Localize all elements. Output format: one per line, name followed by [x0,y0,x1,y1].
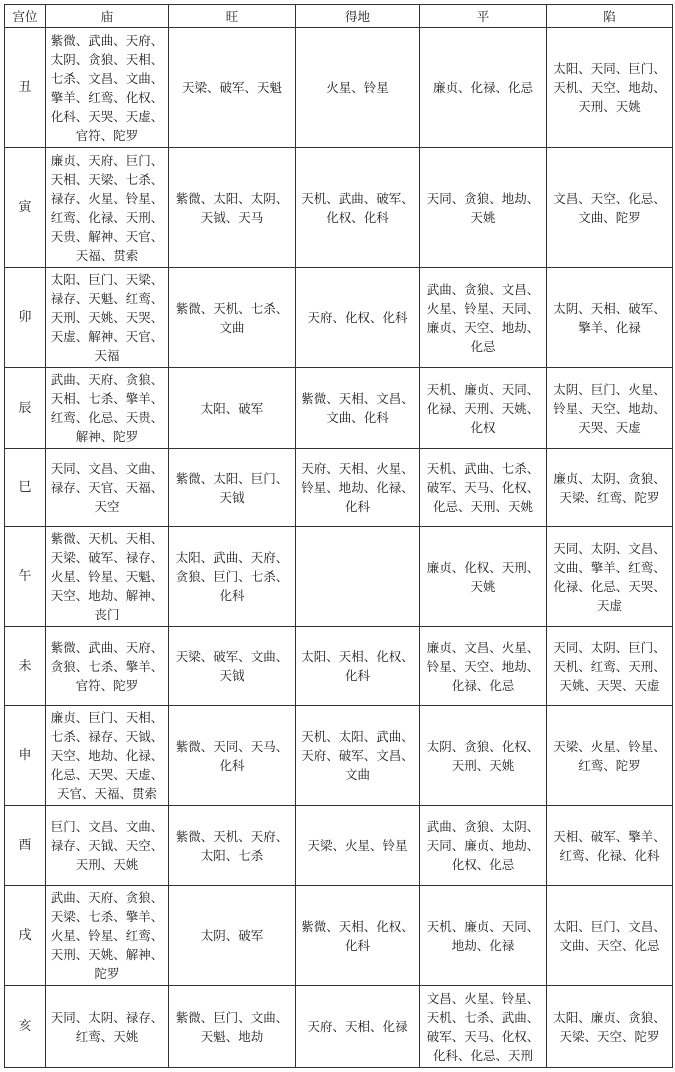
ping-cell: 廉贞、化权、天刑、天姚 [420,527,547,627]
ping-cell: 天机、廉贞、天同、地劫、化禄 [420,886,547,986]
miao-cell: 廉贞、天府、巨门、天相、天梁、七杀、禄存、火星、铃星、红鸾、化禄、天刑、天贵、解神、天官、天福、贯索 [46,148,169,268]
dedi-cell [296,527,420,627]
ping-cell: 廉贞、化禄、化忌 [420,28,547,148]
wang-cell: 紫微、太阳、巨门、天钺 [169,449,296,527]
miao-cell: 廉贞、巨门、天相、七杀、禄存、天钺、天空、地劫、化禄、化忌、天哭、天虚、天官、天福、贯索 [46,706,169,806]
ping-cell: 武曲、贪狼、太阴、天同、廉贞、地劫、化权、化忌 [420,806,547,886]
wang-cell: 太阳、破军 [169,368,296,449]
miao-cell: 天同、太阴、禄存、红鸾、天姚 [46,986,169,1068]
header-dedi: 得地 [296,5,420,28]
palace-cell: 未 [5,627,46,706]
palace-cell: 戌 [5,886,46,986]
palace-cell: 酉 [5,806,46,886]
table-row [5,368,673,449]
xian-cell: 文昌、天空、化忌、文曲、陀罗 [547,148,673,268]
table-row [5,627,673,706]
xian-cell: 天同、太阴、巨门、天机、红鸾、天刑、天姚、天哭、天虚 [547,627,673,706]
wang-cell: 紫微、天同、天马、化科 [169,706,296,806]
ping-cell: 天机、廉贞、天同、化禄、天刑、天姚、化权 [420,368,547,449]
wang-cell: 紫微、巨门、文曲、天魁、地劫 [169,986,296,1068]
dedi-cell: 天府、化权、化科 [296,268,420,368]
xian-cell: 天同、太阴、文昌、文曲、擎羊、红鸾、化禄、化忌、天哭、天虚 [547,527,673,627]
miao-cell: 紫微、武曲、天府、太阴、贪狼、天相、七杀、文昌、文曲、擎羊、红鸾、化权、化科、天哭、天虚、官符、陀罗 [46,28,169,148]
xian-cell: 太阴、巨门、火星、铃星、天空、地劫、天哭、天虚 [547,368,673,449]
header-miao: 庙 [46,5,169,28]
palace-cell: 卯 [5,268,46,368]
palace-cell: 寅 [5,148,46,268]
ping-cell: 武曲、贪狼、文昌、火星、铃星、天同、廉贞、天空、地劫、化忌 [420,268,547,368]
table-row [5,527,673,627]
ping-cell: 天机、武曲、七杀、破军、天马、化权、化忌、天刑、天姚 [420,449,547,527]
dedi-cell: 紫微、天相、文昌、文曲、化科 [296,368,420,449]
ping-cell: 文昌、火星、铃星、天机、七杀、武曲、破军、天马、化权、化科、化忌、天刑 [420,986,547,1068]
xian-cell: 太阳、巨门、文昌、文曲、天空、化忌 [547,886,673,986]
ping-cell: 太阴、贪狼、化权、天刑、天姚 [420,706,547,806]
palace-cell: 午 [5,527,46,627]
xian-cell: 廉贞、太阴、贪狼、天梁、红鸾、陀罗 [547,449,673,527]
palace-cell: 辰 [5,368,46,449]
header-wang: 旺 [169,5,296,28]
dedi-cell: 天府、天相、化禄 [296,986,420,1068]
miao-cell: 巨门、文昌、文曲、禄存、天钺、天空、天刑、天姚 [46,806,169,886]
dedi-cell: 天梁、火星、铃星 [296,806,420,886]
dedi-cell: 天机、太阳、武曲、天府、破军、文昌、文曲 [296,706,420,806]
xian-cell: 太阳、廉贞、贪狼、天梁、天空、陀罗 [547,986,673,1068]
dedi-cell: 火星、铃星 [296,28,420,148]
dedi-cell: 天机、武曲、破军、化权、化科 [296,148,420,268]
dedi-cell: 紫微、天相、化权、化科 [296,886,420,986]
miao-cell: 紫微、天机、天相、天梁、破军、禄存、火星、铃星、天魁、天空、地劫、解神、丧门 [46,527,169,627]
wang-cell: 紫微、天机、天府、太阳、七杀 [169,806,296,886]
dedi-cell: 太阳、天相、化权、化科 [296,627,420,706]
wang-cell: 紫微、太阳、太阴、天钺、天马 [169,148,296,268]
table-row [5,706,673,806]
header-palace: 宫位 [5,5,46,28]
table-row [5,806,673,886]
wang-cell: 紫微、天机、七杀、文曲 [169,268,296,368]
wang-cell: 天梁、破军、文曲、天钺 [169,627,296,706]
wang-cell: 太阴、破军 [169,886,296,986]
table-row [5,986,673,1068]
ping-cell: 廉贞、文昌、火星、铃星、天空、地劫、化禄、化忌 [420,627,547,706]
miao-cell: 紫微、武曲、天府、贪狼、七杀、擎羊、官符、陀罗 [46,627,169,706]
palace-cell: 亥 [5,986,46,1068]
table-row [5,449,673,527]
miao-cell: 太阳、巨门、天梁、禄存、天魁、红鸾、天刑、天姚、天哭、天虚、解神、天官、天福 [46,268,169,368]
miao-cell: 天同、文昌、文曲、禄存、天官、天福、天空 [46,449,169,527]
table-row [5,28,673,148]
wang-cell: 天梁、破军、天魁 [169,28,296,148]
palace-cell: 丑 [5,28,46,148]
table-row [5,268,673,368]
xian-cell: 天梁、火星、铃星、红鸾、陀罗 [547,706,673,806]
palace-cell: 申 [5,706,46,806]
ping-cell: 天同、贪狼、地劫、天姚 [420,148,547,268]
header-row [5,5,673,28]
star-brightness-table [4,4,673,1068]
xian-cell: 太阳、天同、巨门、天机、天空、地劫、天刑、天姚 [547,28,673,148]
header-xian: 陷 [547,5,673,28]
miao-cell: 武曲、天府、贪狼、天相、七杀、擎羊、红鸾、化忌、天贵、解神、陀罗 [46,368,169,449]
xian-cell: 太阴、天相、破军、擎羊、化禄 [547,268,673,368]
palace-cell: 巳 [5,449,46,527]
dedi-cell: 天府、天相、火星、铃星、地劫、化禄、化科 [296,449,420,527]
header-ping: 平 [420,5,547,28]
wang-cell: 太阳、武曲、天府、贪狼、巨门、七杀、化科 [169,527,296,627]
miao-cell: 武曲、天府、贪狼、天梁、七杀、擎羊、火星、铃星、红鸾、天刑、天姚、解神、陀罗 [46,886,169,986]
xian-cell: 天相、破军、擎羊、红鸾、化禄、化科 [547,806,673,886]
table-row [5,886,673,986]
table-row [5,148,673,268]
